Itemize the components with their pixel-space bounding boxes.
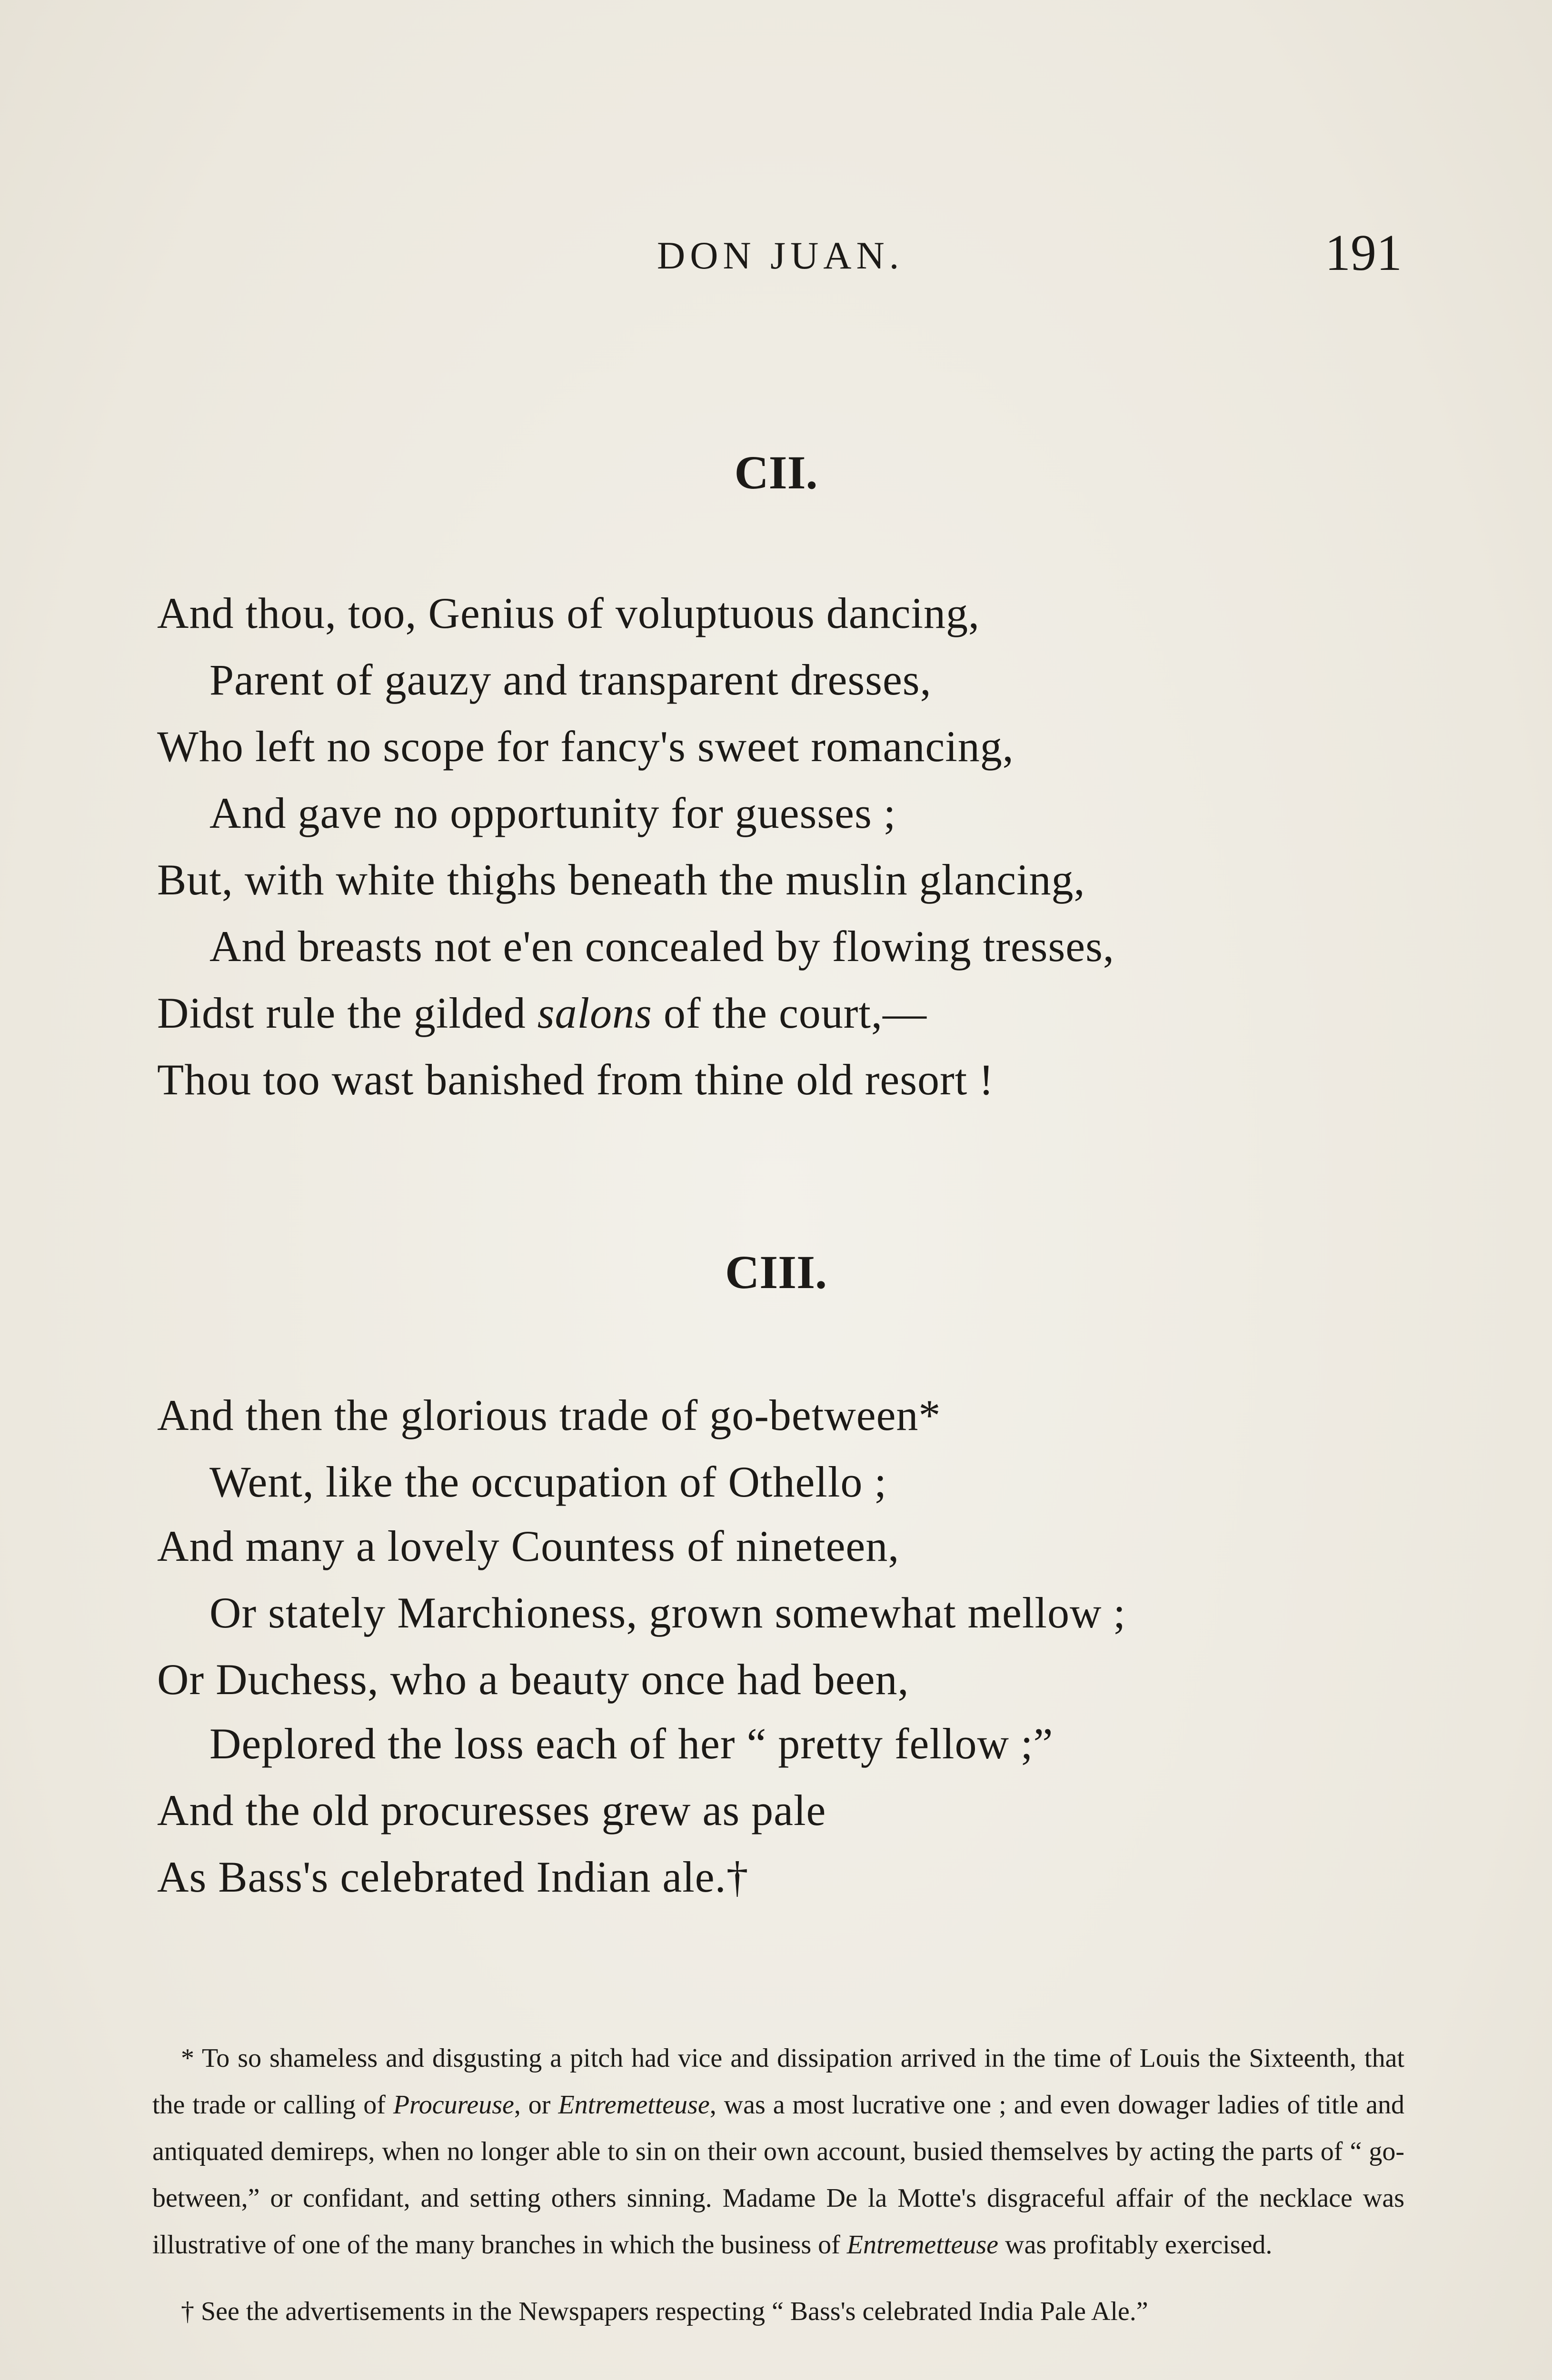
poem-line: Who left no scope for fancy's sweet romancing, <box>157 722 1014 771</box>
stanza-number-cii: CII. <box>734 446 818 499</box>
poem-line: And thou, too, Genius of voluptuous dancing, <box>157 589 980 637</box>
footnote-text: , or <box>514 2090 558 2120</box>
footnote-italic: Entremetteuse <box>846 2230 999 2260</box>
footnote-italic: Entremetteuse <box>558 2090 710 2120</box>
poem-line: Went, like the occupation of Othello ; <box>209 1458 887 1506</box>
poem-line-tail: of the court,— <box>652 989 927 1037</box>
poem-line: As Bass's celebrated Indian ale.† <box>157 1853 749 1901</box>
poem-line: Or Duchess, who a beauty once had been, <box>157 1655 909 1704</box>
page-number: 191 <box>1325 225 1402 281</box>
footnote-1 <box>152 2035 1404 2268</box>
poem-line: And breasts not e'en concealed by flowing tresses, <box>209 922 1114 971</box>
poem-line: Deplored the loss each of her “ pretty fellow ;” <box>209 1719 1054 1768</box>
footnote-text: , was a most lucrative one ; and even dowager ladies of title and antiquated demireps, when no longer able to sin on their own account, busied themselves by acting the parts of “ go-between,” or confidant, and setting others sinning. Madame De la Motte's disgraceful affair of the necklace was illustrative of one of the many branches in which the business of <box>152 2090 1404 2260</box>
poem-line: And the old procuresses grew as pale <box>157 1786 826 1835</box>
footnote-2: † See the advertisements in the Newspapers respecting “ Bass's celebrated India Pale Ale.” <box>181 2297 1148 2326</box>
poem-line-italic: salons <box>537 989 652 1037</box>
poem-line: And gave no opportunity for guesses ; <box>209 789 896 837</box>
running-title: DON JUAN. <box>657 234 904 277</box>
footnote-text: * To so shameless and disgusting a pitch had vice and dissipation arrived in the time of Louis the Sixteenth, that the trade or calling of <box>152 2043 1404 2120</box>
poem-line: And many a lovely Countess of nineteen, <box>157 1522 900 1570</box>
footnotes <box>152 2035 1404 2355</box>
poem-line-text: Didst rule the gilded <box>157 989 526 1037</box>
poem-line: Thou too wast banished from thine old resort ! <box>157 1055 994 1104</box>
footnote-text: was profitably exercised. <box>998 2230 1273 2260</box>
stanza-number-ciii: CIII. <box>725 1246 827 1299</box>
poem-line <box>157 988 927 1038</box>
poem-line: And then the glorious trade of go-between* <box>157 1391 941 1439</box>
poem-line: But, with white thighs beneath the muslin glancing, <box>157 855 1085 904</box>
poem-line: Parent of gauzy and transparent dresses, <box>209 655 932 704</box>
footnote-italic: Procureuse <box>393 2090 514 2120</box>
poem-line: Or stately Marchioness, grown somewhat mellow ; <box>209 1588 1126 1637</box>
